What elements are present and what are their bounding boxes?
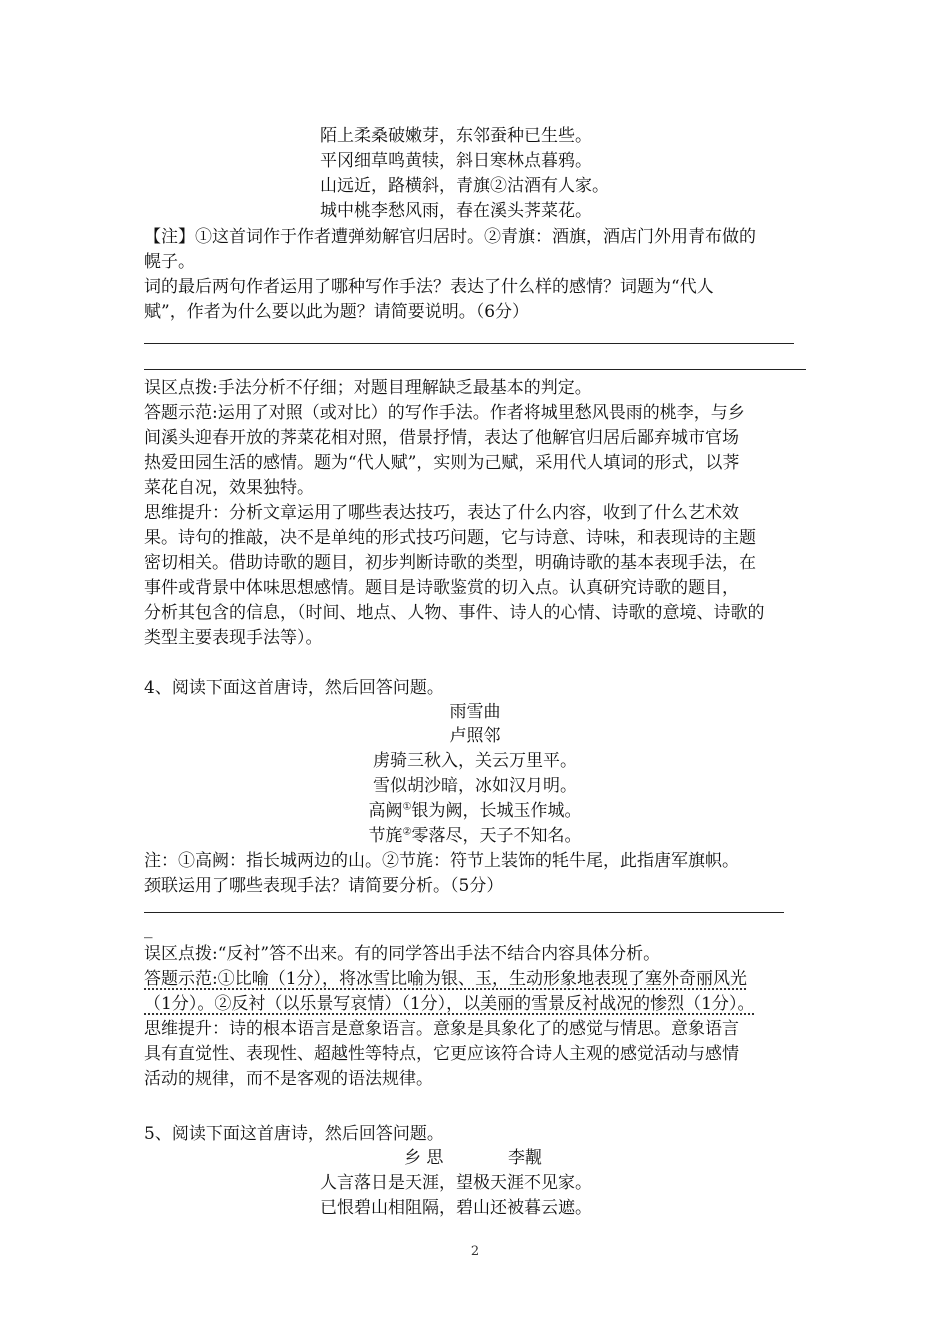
answer-line [144,912,784,913]
poem-line: 人言落日是天涯，望极天涯不见家。 [320,1173,592,1193]
poem-title: 乡 思 [404,1148,444,1168]
question-text: 赋”，作者为什么要以此为题？请简要说明。（6分） [144,302,530,322]
poem-author: 卢照邻 [449,726,501,746]
question-text: 词的最后两句作者运用了哪种写作手法？表达了什么样的感情？词题为“代人 [144,277,714,297]
poem-line: 高阙①银为阙，长城玉作城。 [368,801,582,821]
answer-dash: _ [144,919,153,939]
thinking-text: 果。诗句的推敲，决不是单纯的形式技巧问题，它与诗意、诗味，和表现诗的主题 [144,528,756,548]
poem-line: 平冈细草鸣黄犊，斜日寒林点暮鸦。 [320,151,592,171]
poem-line: 城中桃李愁风雨，春在溪头荠菜花。 [320,201,592,221]
thinking-text: 具有直觉性、表现性、超越性等特点，它更应该符合诗人主观的感觉活动与感情 [144,1044,739,1064]
poem-line: 山远近，路横斜，青旗②沽酒有人家。 [320,176,609,196]
sample-answer: 热爱田园生活的感情。题为“代人赋”，实则为己赋，采用代人填词的形式，以荠 [144,453,740,473]
pitfall-text: 误区点拨:手法分析不仔细；对题目理解缺乏最基本的判定。 [144,378,592,398]
poem-line: 陌上柔桑破嫩芽，东邻蚕种已生些。 [320,126,592,146]
thinking-text: 活动的规律，而不是客观的语法规律。 [144,1069,433,1089]
thinking-text: 类型主要表现手法等）。 [144,628,323,648]
thinking-text: 事件或背景中体味思想感情。题目是诗歌鉴赏的切入点。认真研究诗歌的题目， [144,578,739,598]
thinking-text: 思维提升：诗的根本语言是意象语言。意象是具象化了的感觉与情思。意象语言 [144,1019,739,1039]
note-text: 幌子。 [144,252,195,272]
thinking-text: 密切相关。借助诗歌的题目，初步判断诗歌的类型，明确诗歌的基本表现手法，在 [144,553,756,573]
answer-line [144,343,794,344]
poem-line: 节旄②零落尽，天子不知名。 [368,826,582,846]
question-text: 颈联运用了哪些表现手法？请简要分析。（5分） [144,876,504,896]
sample-answer: 间溪头迎春开放的荠菜花相对照，借景抒情，表达了他解官归居后鄙弃城市官场 [144,428,739,448]
poem-line: 虏骑三秋入，关云万里平。 [373,751,577,771]
pitfall-text: 误区点拨:“反衬”答不出来。有的同学答出手法不结合内容具体分析。 [144,944,661,964]
poem-line: 雪似胡沙暗，冰如汉月明。 [373,776,577,796]
question-prompt: 4、阅读下面这首唐诗，然后回答问题。 [144,678,444,698]
note-text: 注：①高阙：指长城两边的山。②节旄：符节上装饰的牦牛尾，此指唐军旗帜。 [144,851,739,871]
question-prompt: 5、阅读下面这首唐诗，然后回答问题。 [144,1124,444,1144]
sample-answer: 菜花自况，效果独特。 [144,478,314,498]
page-number: 2 [470,1244,480,1259]
sample-answer: （1分）。②反衬（以乐景写哀情）（1分），以美丽的雪景反衬战况的惨烈（1分）。 [144,994,755,1014]
note-text: 【注】①这首词作于作者遭弹劾解官归居时。②青旗：酒旗，酒店门外用青布做的 [144,227,756,247]
poem-title: 雨雪曲 [449,702,501,722]
sample-answer: 答题示范:①比喻（1分），将冰雪比喻为银、玉，生动形象地表现了塞外奇丽风光 [144,969,748,989]
thinking-text: 思维提升：分析文章运用了哪些表达技巧，表达了什么内容，收到了什么艺术效 [144,503,739,523]
answer-line [144,369,806,370]
poem-author: 李觏 [508,1148,542,1168]
sample-answer: 答题示范:运用了对照（或对比）的写作手法。作者将城里愁风畏雨的桃李，与乡 [144,403,745,423]
thinking-text: 分析其包含的信息，（时间、地点、人物、事件、诗人的心情、诗歌的意境、诗歌的 [144,603,765,623]
poem-line: 已恨碧山相阻隔，碧山还被暮云遮。 [320,1198,592,1218]
